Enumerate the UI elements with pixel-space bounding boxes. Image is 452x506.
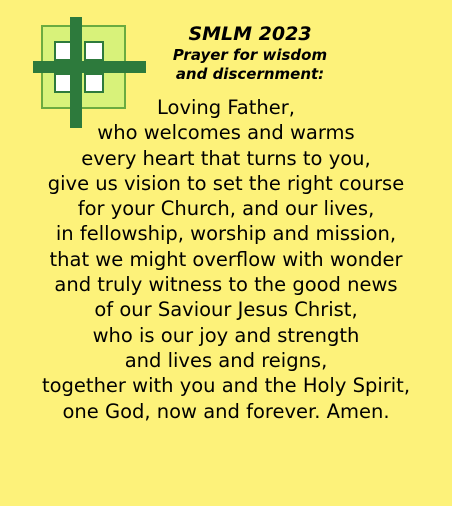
prayer-line: who welcomes and warms — [97, 121, 355, 145]
subtitle-line-2: and discernment: — [175, 65, 325, 83]
prayer-line: one God, now and forever. Amen. — [62, 399, 390, 423]
prayer-line: together with you and the Holy Spirit, — [41, 374, 411, 398]
prayer-line: for your Church, and our lives, — [77, 197, 375, 221]
prayer-line: that we might overflow with wonder — [49, 247, 403, 271]
prayer-line: and lives and reigns, — [124, 348, 328, 372]
title-block — [150, 22, 350, 84]
prayer-line: and truly witness to the good news — [54, 273, 398, 297]
subtitle-line-1: Prayer for wisdom — [172, 46, 328, 64]
prayer-line: of our Saviour Jesus Christ, — [94, 298, 358, 322]
prayer-line: give us vision to set the right course — [47, 171, 405, 195]
prayer-line: in fellowship, worship and mission, — [55, 222, 397, 246]
page-title: SMLM 2023 — [188, 23, 312, 45]
prayer-line: every heart that turns to you, — [81, 146, 371, 170]
prayer-text — [0, 95, 452, 424]
prayer-line: Loving Father, — [157, 96, 295, 119]
prayer-line: who is our joy and strength — [92, 323, 360, 347]
